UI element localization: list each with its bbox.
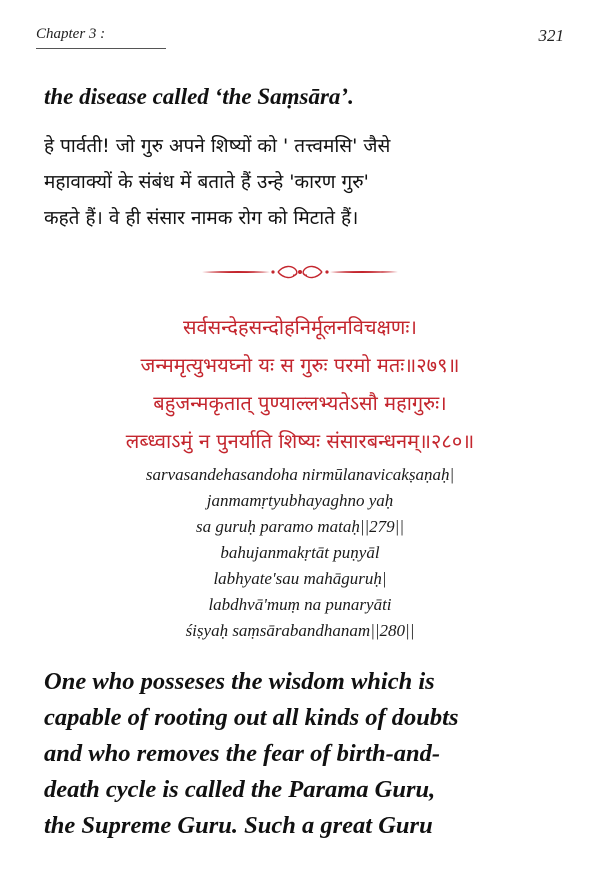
sanskrit-verses (30, 308, 570, 460)
sanskrit-line: लब्ध्वाऽमुं न पुनर्याति शिष्यः संसारबन्धनम्॥२८०॥ (125, 429, 475, 453)
translation-line: death cycle is called the Parama Guru, (44, 776, 436, 803)
ornament-dot (271, 270, 274, 273)
page-number: 321 (538, 26, 564, 45)
translation-line: capable of rooting out all kinds of doubts (44, 704, 459, 731)
english-translation (44, 664, 564, 844)
chapter-label: Chapter 3 : (36, 26, 106, 42)
continued-translation-line: the disease called ‘the Saṃsāra’. (44, 84, 354, 109)
translation-line: the Supreme Guru. Such a great Guru (44, 812, 433, 839)
ornament-right-flourish (330, 271, 398, 273)
ornament-divider (200, 262, 400, 282)
transliteration (30, 462, 570, 644)
ornament-dot (325, 270, 328, 273)
header-rule (36, 48, 166, 49)
ornament-dot (298, 270, 302, 274)
transliteration-line: janmamṛtyubhayaghno yaḥ (206, 491, 394, 510)
transliteration-line: labhyate'sau mahāguruḥ| (213, 569, 387, 588)
hindi-commentary (44, 128, 564, 236)
transliteration-line: sa guruḥ paramo mataḥ||279|| (195, 517, 405, 536)
sanskrit-line: बहुजन्मकृतात् पुण्याल्लभ्यतेऽसौ महागुरुः। (153, 391, 447, 415)
hindi-line: महावाक्यों के संबंध में बताते हैं उन्हे 'कारण गुरु' (44, 171, 369, 193)
hindi-line: हे पार्वती! जो गुरु अपने शिष्यों को ' तत्त्वमसि' जैसे (44, 135, 391, 157)
sanskrit-line: सर्वसन्देहसन्दोहनिर्मूलनविचक्षणः। (182, 315, 418, 339)
transliteration-line: bahujanmakṛtāt puṇyāl (220, 543, 380, 562)
transliteration-line: śiṣyaḥ saṃsārabandhanam||280|| (185, 621, 415, 640)
translation-line: and who removes the fear of birth-and- (44, 740, 441, 767)
transliteration-line: labdhvā'muṃ na punaryāti (208, 595, 392, 614)
sanskrit-line: जन्ममृत्युभयघ्नो यः स गुरुः परमो मतः॥२७९॥ (140, 353, 460, 377)
ornament-left-flourish (202, 271, 270, 273)
running-head (36, 26, 564, 50)
hindi-line: कहते हैं। वे ही संसार नामक रोग को मिटाते हैं। (44, 207, 359, 229)
translation-line: One who posseses the wisdom which is (44, 668, 435, 695)
transliteration-line: sarvasandehasandoha nirmūlanavicakṣaṇaḥ| (145, 465, 455, 484)
